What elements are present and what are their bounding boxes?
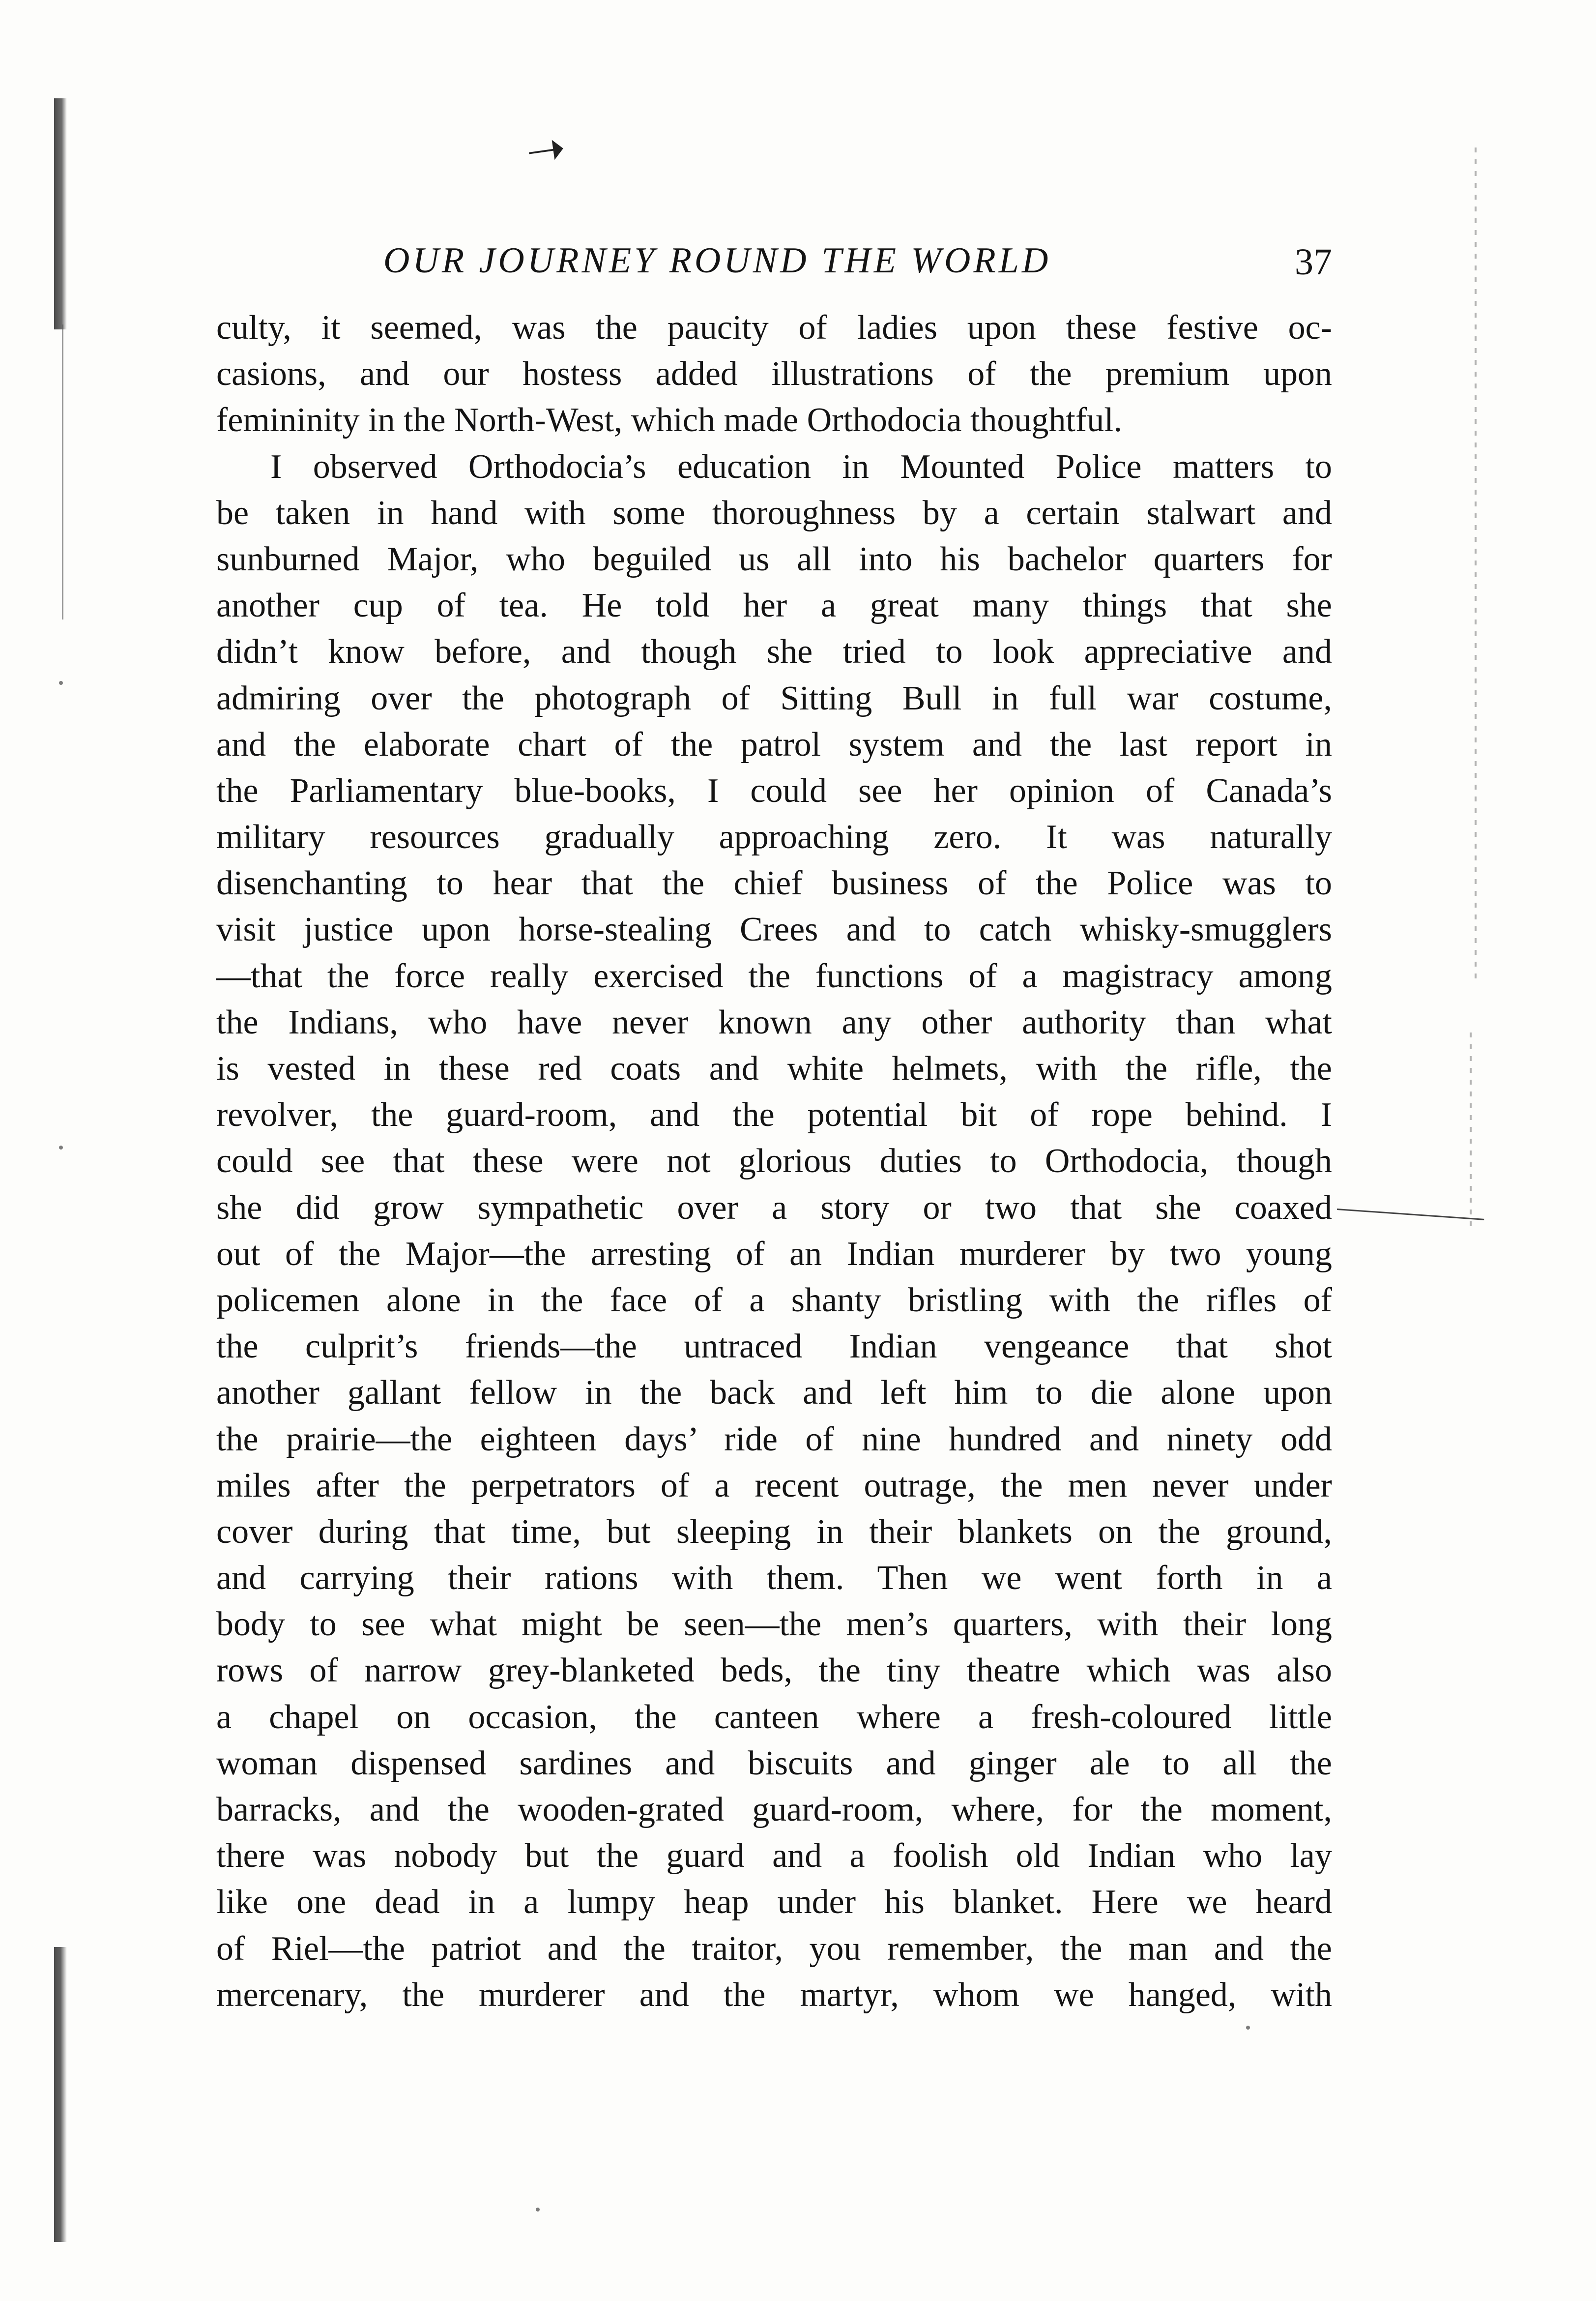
- text-line: there was nobody but the guard and a foolish old Indian who lay: [216, 1837, 1332, 1875]
- text-line: the culprit’s friends—the untraced Indian vengeance that shot: [216, 1328, 1332, 1366]
- stray-pencil-line: [1337, 1209, 1484, 1220]
- page-number: 37: [1295, 241, 1332, 283]
- text-line: I observed Orthodocia’s education in Mounted Police matters to: [270, 447, 1332, 486]
- text-line: be taken in hand with some thoroughness by a certain stalwart and: [216, 494, 1332, 532]
- binding-shadow-bottom: [54, 1947, 67, 2242]
- text-line: military resources gradually approaching zero. It was naturally: [216, 818, 1332, 856]
- text-line: and the elaborate chart of the patrol system and the last report in: [216, 725, 1332, 764]
- text-line: admiring over the photograph of Sitting Bull in full war costume,: [216, 679, 1332, 717]
- text-line: out of the Major—the arresting of an Indian murderer by two young: [216, 1235, 1332, 1273]
- text-line: she did grow sympathetic over a story or two that she coaxed: [216, 1188, 1332, 1227]
- binding-edge-line: [62, 324, 63, 620]
- text-line: is vested in these red coats and white helmets, with the rifle, the: [216, 1050, 1332, 1088]
- text-line: the Indians, who have never known any other authority than what: [216, 1003, 1332, 1041]
- text-line: barracks, and the wooden-grated guard-room, where, for the moment,: [216, 1791, 1332, 1829]
- running-title: OUR JOURNEY ROUND THE WORLD: [383, 240, 1051, 281]
- text-line: like one dead in a lumpy heap under his blanket. Here we heard: [216, 1883, 1332, 1921]
- text-line: the Parliamentary blue-books, I could see her opinion of Canada’s: [216, 771, 1332, 810]
- text-line: culty, it seemed, was the paucity of ladies upon these festive oc-: [216, 309, 1332, 347]
- scan-speck: [59, 1146, 63, 1150]
- text-line: of Riel—the patriot and the traitor, you remember, the man and the: [216, 1929, 1332, 1968]
- scan-speck: [536, 2208, 540, 2212]
- text-line: woman dispensed sardines and biscuits and ginger ale to all the: [216, 1744, 1332, 1782]
- text-line: disenchanting to hear that the chief business of the Police was to: [216, 864, 1332, 903]
- scan-speck: [1246, 2026, 1250, 2030]
- text-line: sunburned Major, who beguiled us all into his bachelor quarters for: [216, 540, 1332, 578]
- text-line: mercenary, the murderer and the martyr, whom we hanged, with: [216, 1976, 1332, 2014]
- text-line: visit justice upon horse-stealing Crees and to catch whisky-smugglers: [216, 911, 1332, 949]
- text-line: a chapel on occasion, the canteen where a fresh-coloured little: [216, 1698, 1332, 1736]
- pencil-arrow-mark: ➝: [522, 119, 569, 180]
- text-line: another gallant fellow in the back and left him to die alone upon: [216, 1374, 1332, 1412]
- text-line: rows of narrow grey-blanketed beds, the tiny theatre which was also: [216, 1652, 1332, 1690]
- text-line: policemen alone in the face of a shanty bristling with the rifles of: [216, 1281, 1332, 1319]
- text-line: —that the force really exercised the functions of a magistracy among: [216, 957, 1332, 995]
- text-line: didn’t know before, and though she tried to look appreciative and: [216, 633, 1332, 671]
- text-line: cover during that time, but sleeping in their blankets on the ground,: [216, 1512, 1332, 1551]
- text-line: body to see what might be seen—the men’s quarters, with their long: [216, 1605, 1332, 1644]
- running-header: [216, 235, 1332, 294]
- text-line: casions, and our hostess added illustrations of the premium upon: [216, 355, 1332, 393]
- text-line: miles after the perpetrators of a recent outrage, the men never under: [216, 1466, 1332, 1504]
- text-line: revolver, the guard-room, and the potential bit of rope behind. I: [216, 1096, 1332, 1134]
- text-line: and carrying their rations with them. Then we went forth in a: [216, 1559, 1332, 1597]
- binding-shadow-top: [54, 98, 67, 329]
- body-text: [216, 305, 1332, 2018]
- right-margin-dots: [1475, 148, 1477, 983]
- text-line: femininity in the North-West, which made Orthodocia thoughtful.: [216, 401, 1123, 440]
- text-line: could see that these were not glorious duties to Orthodocia, though: [216, 1142, 1332, 1180]
- scan-speck: [59, 681, 63, 685]
- right-margin-dots-lower: [1470, 1032, 1472, 1229]
- text-line: the prairie—the eighteen days’ ride of nine hundred and ninety odd: [216, 1420, 1332, 1458]
- text-line: another cup of tea. He told her a great many things that she: [216, 587, 1332, 625]
